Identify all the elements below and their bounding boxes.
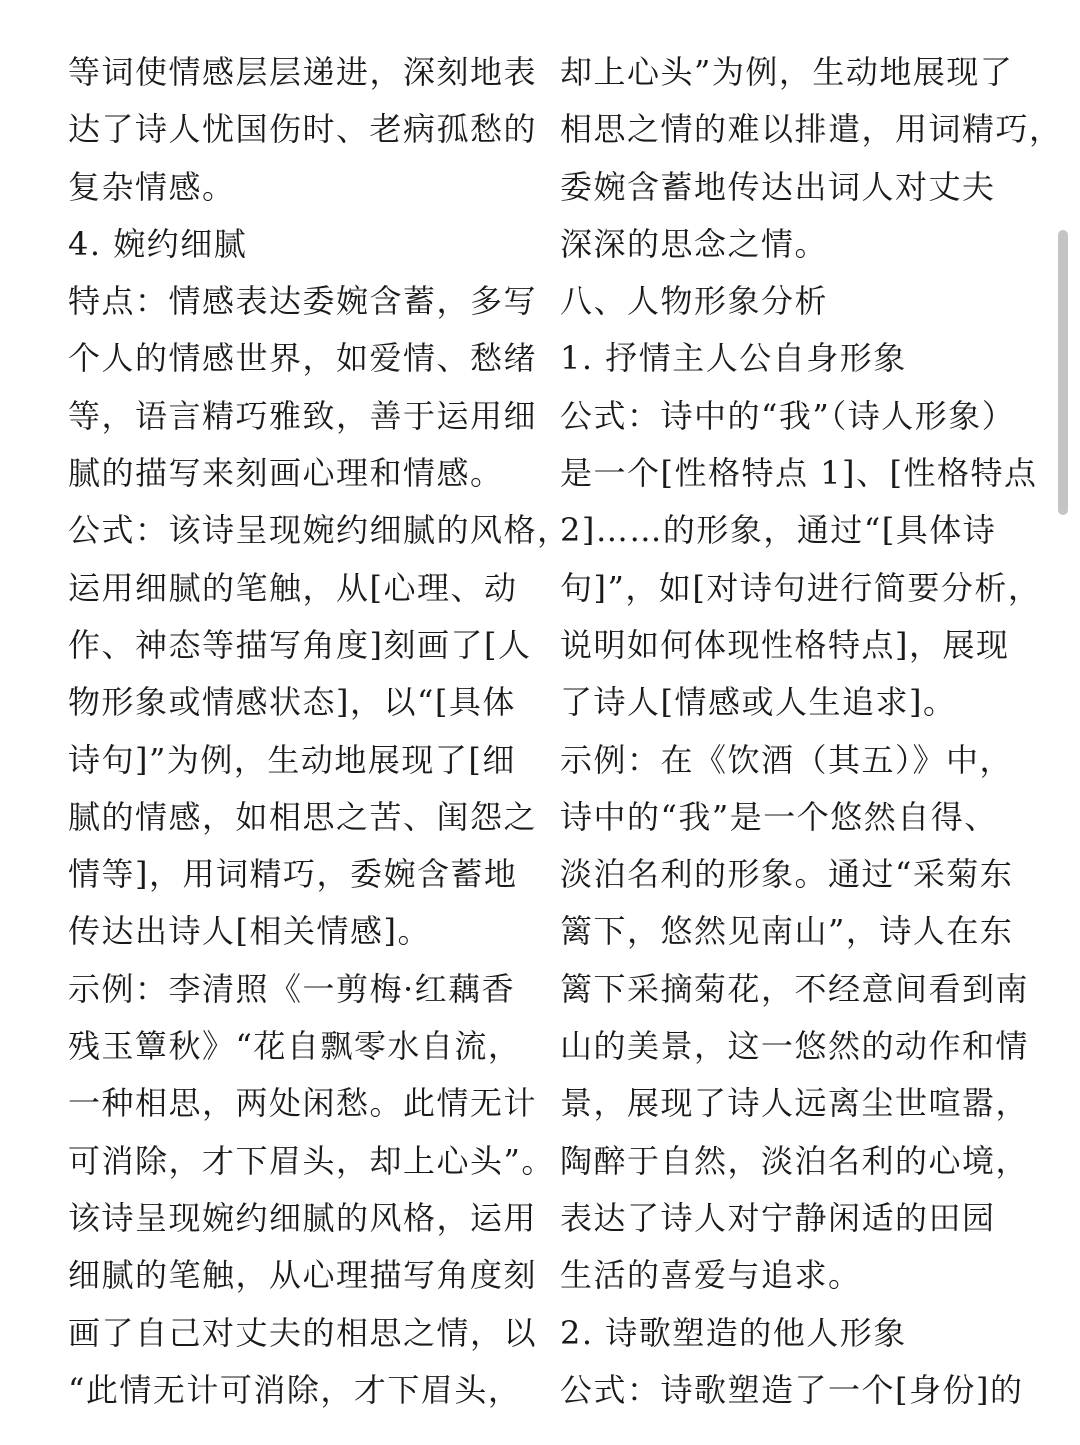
text-line: 达了诗人忧国伤时、老病孤愁的 xyxy=(68,110,538,149)
text-line: 表达了诗人对宁静闲适的田园 xyxy=(560,1198,996,1237)
text-line: 特点：情感表达委婉含蓄，多写 xyxy=(68,282,538,321)
text-line: 生活的喜爱与追求。 xyxy=(560,1256,862,1295)
text-line: 可消除，才下眉头，却上心头”。 xyxy=(68,1141,555,1180)
section-heading: 4. 婉约细腻 xyxy=(68,224,248,263)
section-heading: 2. 诗歌塑造的他人形象 xyxy=(560,1313,907,1352)
text-line: 复杂情感。 xyxy=(68,167,236,206)
text-line: 诗中的“我”是一个悠然自得、 xyxy=(560,797,998,836)
right-text-column xyxy=(560,44,1063,1419)
text-line: 物形象或情感状态]，以“[具体 xyxy=(68,683,516,722)
text-line: 陶醉于自然，淡泊名利的心境， xyxy=(560,1141,1030,1180)
text-line: 作、神态等描写角度]刻画了[人 xyxy=(68,625,532,664)
text-line: 了诗人[情感或人生追求]。 xyxy=(560,683,957,722)
text-line: 山的美景，这一悠然的动作和情 xyxy=(560,1027,1030,1066)
text-line: 残玉簟秋》“花自飘零水自流， xyxy=(68,1027,522,1066)
text-line: 委婉含蓄地传达出词人对丈夫 xyxy=(560,167,996,206)
vertical-scrollbar[interactable] xyxy=(1058,230,1068,515)
left-text-column xyxy=(68,44,571,1419)
text-line: 诗句]”为例，生动地展现了[细 xyxy=(68,740,516,779)
text-line: 个人的情感世界，如爱情、愁绪 xyxy=(68,339,538,378)
text-line: 画了自己对丈夫的相思之情，以 xyxy=(68,1313,538,1352)
text-line: 公式：诗中的“我”（诗人形象） xyxy=(560,396,1016,435)
text-line: 情等]，用词精巧，委婉含蓄地 xyxy=(68,855,518,894)
text-line: 腻的描写来刻画心理和情感。 xyxy=(68,454,504,493)
text-line: 传达出诗人[相关情感]。 xyxy=(68,912,431,951)
text-line: 2]……的形象，通过“[具体诗 xyxy=(560,511,997,550)
text-line: 一种相思，两处闲愁。此情无计 xyxy=(68,1084,538,1123)
text-line: 运用细腻的笔触，从[心理、动 xyxy=(68,568,518,607)
text-line: 说明如何体现性格特点]，展现 xyxy=(560,625,1010,664)
text-line: 公式：该诗呈现婉约细腻的风格， xyxy=(68,511,571,550)
section-heading: 1. 抒情主人公自身形象 xyxy=(560,339,907,378)
text-line: 却上心头”为例，生动地展现了 xyxy=(560,53,1014,91)
text-line: 句]”，如[对诗句进行简要分析， xyxy=(560,568,1042,607)
text-line: 示例：李清照《一剪梅·红藕香 xyxy=(68,969,516,1008)
text-line: 细腻的笔触，从心理描写角度刻 xyxy=(68,1256,538,1295)
text-line: 篱下采摘菊花，不经意间看到南 xyxy=(560,969,1030,1008)
text-line: 该诗呈现婉约细腻的风格，运用 xyxy=(68,1198,538,1237)
text-line: 公式：诗歌塑造了一个[身份]的 xyxy=(560,1370,1024,1409)
text-line: 等，语言精巧雅致，善于运用细 xyxy=(68,396,538,435)
text-line: 淡泊名利的形象。通过“采菊东 xyxy=(560,855,1014,894)
text-line: 等词使情感层层递进，深刻地表 xyxy=(68,53,538,91)
text-line: “此情无计可消除，才下眉头， xyxy=(68,1370,522,1409)
text-line: 深深的思念之情。 xyxy=(560,224,829,263)
section-heading: 八、人物形象分析 xyxy=(560,282,829,321)
text-line: 相思之情的难以排遣，用词精巧， xyxy=(560,110,1063,149)
text-line: 腻的情感，如相思之苦、闺怨之 xyxy=(68,797,538,836)
text-line: 篱下，悠然见南山”，诗人在东 xyxy=(560,912,1014,951)
text-line: 景，展现了诗人远离尘世喧嚣， xyxy=(560,1084,1030,1123)
text-line: 示例：在《饮酒（其五）》中， xyxy=(560,740,1014,779)
text-line: 是一个[性格特点 1]、[性格特点 xyxy=(560,454,1038,493)
